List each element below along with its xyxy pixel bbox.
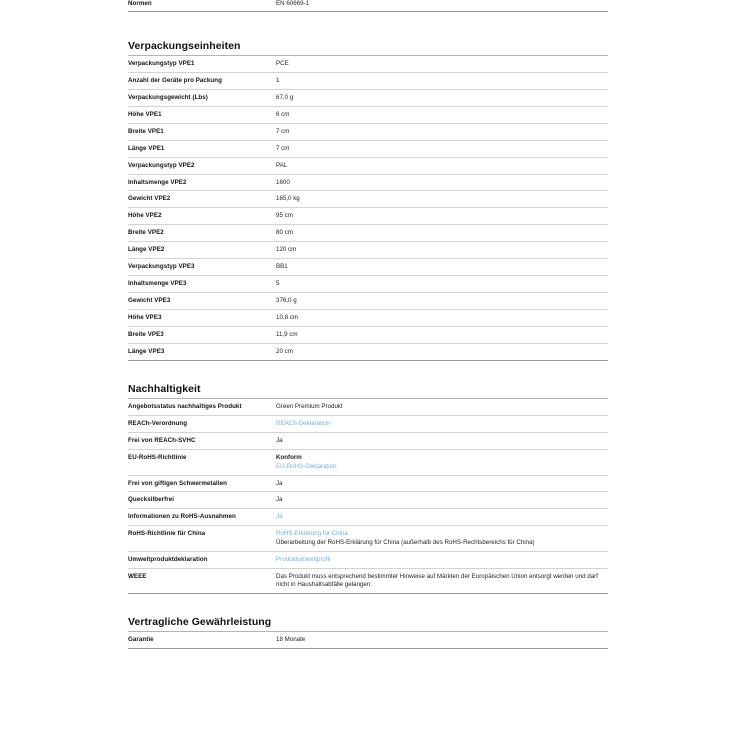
row-label: Verpackungstyp VPE2 <box>128 161 195 169</box>
table-row <box>128 259 608 276</box>
table-row <box>128 310 608 327</box>
warranty-rows <box>128 632 608 648</box>
row-label: Gewicht VPE2 <box>128 195 171 203</box>
row-value: 7 cm <box>276 144 290 152</box>
table-row <box>128 140 608 157</box>
section-gewaehrleistung <box>128 616 608 649</box>
row-label: Verpackungstyp VPE1 <box>128 59 195 67</box>
spacer <box>128 361 608 383</box>
row-value: 120 cm <box>276 246 297 254</box>
row-value <box>276 552 608 569</box>
warranty-table <box>128 632 608 649</box>
standards-table <box>128 0 608 11</box>
row-value: PCE <box>276 59 289 67</box>
spacer <box>128 12 608 40</box>
table-row <box>128 293 608 310</box>
row-label: Garantie <box>128 636 154 643</box>
section-heading: Nachhaltigkeit <box>128 383 608 399</box>
row-label: Verpackungstyp VPE3 <box>128 263 195 271</box>
table-row <box>128 157 608 174</box>
row-label: Inhaltsmenge VPE2 <box>128 178 187 186</box>
row-value <box>276 526 608 552</box>
row-value: 95 cm <box>276 212 293 220</box>
row-value: PAL <box>276 161 288 169</box>
table-row <box>128 242 608 259</box>
row-label: Normen <box>128 0 152 7</box>
table-row <box>128 123 608 140</box>
row-value: Ja <box>276 496 283 504</box>
table-row <box>128 415 608 432</box>
row-value: 7 cm <box>276 127 290 135</box>
row-value <box>276 415 608 432</box>
table-row <box>128 399 608 415</box>
row-label: Höhe VPE2 <box>128 212 162 220</box>
row-value <box>276 509 608 526</box>
row-label: Frei von REACh-SVHC <box>128 436 196 444</box>
reach-declaration-link[interactable]: REACh-Deklaration <box>276 419 330 427</box>
row-label: Länge VPE3 <box>128 347 165 355</box>
row-label: EU-RoHS-Richtlinie <box>128 453 187 461</box>
table-row <box>128 569 608 594</box>
row-label: Frei von giftigen Schwermetallen <box>128 479 227 487</box>
row-value: 67,0 g <box>276 93 294 101</box>
table-row <box>128 552 608 569</box>
china-rohs-declaration-link[interactable]: RoHS-Erklärung für China <box>276 530 348 538</box>
table-row <box>128 191 608 208</box>
row-label: RoHS-Richtlinie für China <box>128 530 206 538</box>
row-label: Inhaltsmenge VPE3 <box>128 280 187 288</box>
table-row <box>128 225 608 242</box>
row-label: REACh-Verordnung <box>128 419 188 427</box>
row-label: Anzahl der Geräte pro Packung <box>128 76 222 84</box>
datasheet-content <box>128 0 608 649</box>
table-row <box>128 56 608 72</box>
row-label: WEEE <box>128 573 147 581</box>
table-row <box>128 526 608 552</box>
section-heading: Verpackungseinheiten <box>128 40 608 56</box>
row-label: Gewicht VPE3 <box>128 297 171 305</box>
section-nachhaltigkeit <box>128 383 608 594</box>
table-row <box>128 492 608 509</box>
row-value: 10,8 cm <box>276 314 299 321</box>
row-value: 376,0 g <box>276 297 297 305</box>
row-value: 165,0 kg <box>276 195 300 203</box>
row-value: 20 cm <box>276 347 293 355</box>
row-value: Ja <box>276 436 283 444</box>
row-label: Verpackungsgewicht (Lbs) <box>128 93 208 101</box>
table-row <box>128 449 608 475</box>
table-row <box>128 432 608 449</box>
row-label: Quecksilberfrei <box>128 496 174 504</box>
table-row <box>128 72 608 89</box>
row-value: Das Produkt muss entsprechend bestimmter Hinweise auf Märkten der Europäischen Union entsorgt werden und darf nicht in Haushaltsabfälle gelangen. <box>276 573 598 589</box>
table-row <box>128 276 608 293</box>
row-value: 1600 <box>276 178 290 186</box>
row-value: 18 Monate <box>276 636 306 643</box>
row-value: EN 60669-1 <box>276 0 310 7</box>
row-value: Ja <box>276 479 283 487</box>
packaging-rows <box>128 56 608 360</box>
row-value: BB1 <box>276 263 288 271</box>
row-value: Green Premium Produkt <box>276 402 343 410</box>
standards-block <box>128 0 608 12</box>
table-row <box>128 89 608 106</box>
eu-rohs-declaration-link[interactable]: EU-RoHS-Deklaration <box>276 462 337 470</box>
table-row <box>128 0 608 11</box>
table-row <box>128 475 608 492</box>
row-label: Höhe VPE1 <box>128 110 162 118</box>
row-label: Informationen zu RoHS-Ausnahmen <box>128 513 236 521</box>
table-row <box>128 208 608 225</box>
row-value: 6 cm <box>276 110 290 118</box>
packaging-table <box>128 56 608 361</box>
spacer <box>128 594 608 616</box>
rohs-exemption-link[interactable]: Ja <box>276 513 283 521</box>
table-row <box>128 174 608 191</box>
row-label: Länge VPE1 <box>128 144 165 152</box>
row-label: Breite VPE1 <box>128 127 164 135</box>
product-environmental-profile-link[interactable]: Produktumweltprofil <box>276 556 331 564</box>
sustainability-table <box>128 399 608 594</box>
row-value: 1 <box>276 76 280 84</box>
sustainability-rows <box>128 399 608 594</box>
row-label: Höhe VPE3 <box>128 314 162 321</box>
row-value: 80 cm <box>276 229 293 237</box>
row-value: 11,9 cm <box>276 330 298 338</box>
table-row <box>128 343 608 360</box>
row-value <box>276 449 608 475</box>
table-row <box>128 509 608 526</box>
row-label: Breite VPE3 <box>128 330 164 338</box>
section-heading: Vertragliche Gewährleistung <box>128 616 608 632</box>
table-row <box>128 632 608 648</box>
row-label: Umweltproduktdeklaration <box>128 556 208 564</box>
rohs-status-text: Konform <box>276 453 302 461</box>
china-rohs-note: Überarbeitung der RoHS-Erklärung für China (außerhalb des RoHS-Rechtsbereichs für China) <box>276 539 535 547</box>
section-verpackungseinheiten <box>128 40 608 361</box>
row-label: Länge VPE2 <box>128 246 165 254</box>
row-label: Angebotsstatus nachhaltiges Produkt <box>128 402 242 410</box>
table-row <box>128 106 608 123</box>
table-row <box>128 326 608 343</box>
row-value: 5 <box>276 280 280 288</box>
standards-body <box>128 0 608 11</box>
row-label: Breite VPE2 <box>128 229 164 237</box>
